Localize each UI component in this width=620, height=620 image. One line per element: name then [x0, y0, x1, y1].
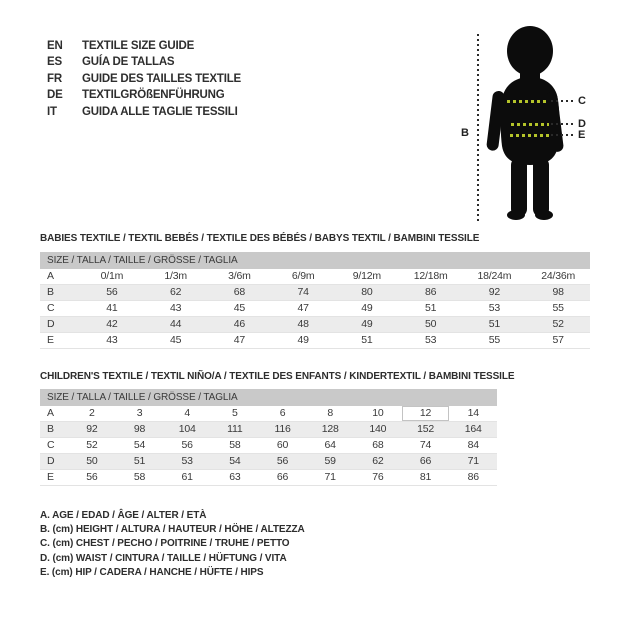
table-cell: 52 — [86, 439, 98, 451]
table-cell: 61 — [181, 471, 193, 483]
table-cell: 56 — [106, 286, 118, 298]
table-cell: 42 — [106, 318, 118, 330]
language-row — [47, 54, 241, 70]
table-cell: 116 — [274, 423, 291, 435]
table-row — [40, 333, 590, 349]
table-cell: 68 — [233, 286, 246, 298]
table-cell: 24/36m — [541, 270, 576, 282]
table-cell: 104 — [178, 423, 196, 435]
language-label: GUIDE DES TAILLES TEXTILE — [82, 72, 241, 85]
row-label: E — [47, 471, 54, 483]
table-cell: 111 — [227, 423, 243, 435]
table-cell: 8 — [327, 407, 334, 419]
table-cell: 6/9m — [291, 270, 315, 282]
language-code: IT — [47, 105, 57, 118]
table-cell: 66 — [276, 471, 289, 483]
table-cell: 164 — [464, 423, 482, 435]
chest-line-green — [507, 100, 549, 103]
table-cell: 47 — [297, 302, 309, 314]
table-cell: 51 — [361, 334, 373, 346]
children-size-header: SIZE / TALLA / TAILLE / GRÖSSE / TAGLIA — [40, 389, 497, 406]
table-cell: 3/6m — [228, 270, 251, 282]
figure-label-e: E — [578, 129, 586, 141]
legend-line-d: D. (cm) WAIST / CINTURA / TAILLE / HÜFTUNG / VITA — [40, 552, 287, 564]
table-cell: 71 — [324, 471, 336, 483]
row-label: B — [47, 423, 54, 435]
table-cell: 51 — [488, 318, 501, 330]
table-cell: 55 — [552, 302, 564, 314]
table-cell: 66 — [419, 455, 432, 467]
row-label: C — [47, 439, 55, 451]
table-cell: 45 — [233, 302, 246, 314]
table-cell: 14 — [467, 407, 479, 419]
babies-table-body — [40, 269, 590, 349]
table-cell: 12 — [402, 406, 450, 421]
legend-line-e: E. (cm) HIP / CADERA / HANCHE / HÜFTE / HIPS — [40, 566, 264, 578]
table-cell: 92 — [86, 423, 98, 435]
measurement-figure — [450, 15, 620, 230]
table-cell: 44 — [169, 318, 182, 330]
legend-line-c: C. (cm) CHEST / PECHO / POITRINE / TRUHE / PETTO — [40, 538, 290, 550]
language-label: GUIDA ALLE TAGLIE TESSILI — [82, 105, 238, 118]
table-cell: 60 — [276, 439, 289, 451]
table-cell: 52 — [552, 318, 564, 330]
table-cell: 81 — [419, 471, 432, 483]
hip-line-leader — [551, 134, 575, 136]
table-cell: 86 — [424, 286, 437, 298]
language-label: TEXTILGRÖßENFÜHRUNG — [82, 89, 225, 102]
language-code: ES — [47, 56, 62, 69]
language-row — [47, 38, 241, 54]
table-cell: 50 — [424, 318, 437, 330]
row-label: C — [47, 302, 55, 314]
table-cell: 56 — [86, 471, 98, 483]
language-row — [47, 71, 241, 87]
row-label: B — [47, 286, 54, 298]
table-cell: 55 — [488, 334, 501, 346]
table-cell: 128 — [321, 423, 339, 435]
table-cell: 18/24m — [477, 270, 512, 282]
table-cell: 53 — [488, 302, 501, 314]
table-cell: 47 — [233, 334, 246, 346]
table-cell: 4 — [184, 407, 190, 419]
table-cell: 86 — [467, 471, 479, 483]
table-row — [40, 269, 590, 285]
table-cell: 56 — [181, 439, 193, 451]
row-label: E — [47, 334, 54, 346]
row-label: A — [47, 407, 54, 419]
table-cell: 58 — [133, 471, 146, 483]
table-cell: 43 — [169, 302, 182, 314]
table-cell: 98 — [133, 423, 146, 435]
table-cell: 49 — [297, 334, 309, 346]
language-label: GUÍA DE TALLAS — [82, 56, 175, 69]
table-cell: 5 — [232, 407, 238, 419]
table-row — [40, 454, 497, 470]
table-cell: 80 — [361, 286, 373, 298]
table-cell: 98 — [552, 286, 564, 298]
table-row — [40, 301, 590, 317]
measurement-legend — [40, 509, 305, 580]
waist-line-leader — [551, 123, 575, 125]
table-cell: 51 — [133, 455, 146, 467]
table-cell: 76 — [372, 471, 384, 483]
language-code: EN — [47, 40, 63, 52]
table-cell: 62 — [169, 286, 182, 298]
table-row — [40, 317, 590, 333]
language-row — [47, 87, 241, 103]
figure-label-c: C — [578, 95, 586, 107]
language-label: TEXTILE SIZE GUIDE — [82, 40, 195, 52]
table-cell: 6 — [279, 407, 286, 419]
children-table-body — [40, 406, 497, 486]
babies-size-table — [40, 252, 590, 349]
table-cell: 56 — [276, 455, 289, 467]
row-label: D — [47, 318, 55, 330]
table-cell: 53 — [181, 455, 193, 467]
table-cell: 54 — [229, 455, 241, 467]
table-cell: 84 — [467, 439, 479, 451]
table-cell: 64 — [324, 439, 336, 451]
table-row — [40, 438, 497, 454]
table-cell: 46 — [233, 318, 246, 330]
table-cell: 0/1m — [100, 270, 124, 282]
table-cell: 62 — [372, 455, 384, 467]
babies-table-title: BABIES TEXTILE / TEXTIL BEBÉS / TEXTILE DES BÉBÉS / BABYS TEXTIL / BAMBINI TESSILE — [40, 233, 480, 244]
waist-line-green — [511, 123, 549, 126]
table-row — [40, 406, 497, 422]
table-cell: 51 — [424, 302, 437, 314]
table-cell: 43 — [106, 334, 118, 346]
language-list — [47, 38, 241, 120]
language-code: DE — [47, 89, 63, 102]
figure-label-b: B — [461, 127, 469, 139]
legend-line-b: B. (cm) HEIGHT / ALTURA / HAUTEUR / HÖHE / ALTEZZA — [40, 524, 305, 536]
table-cell: 68 — [372, 439, 384, 451]
table-cell: 71 — [467, 455, 479, 467]
table-cell: 45 — [169, 334, 182, 346]
row-label: A — [47, 270, 54, 282]
table-cell: 48 — [297, 318, 309, 330]
table-cell: 54 — [133, 439, 146, 451]
table-cell: 58 — [229, 439, 241, 451]
table-cell: 12/18m — [413, 270, 448, 282]
table-row — [40, 285, 590, 301]
table-cell: 10 — [372, 407, 384, 419]
table-cell: 57 — [552, 334, 564, 346]
children-table-title: CHILDREN'S TEXTILE / TEXTIL NIÑO/A / TEXTILE DES ENFANTS / KINDERTEXTIL / BAMBINI TESSILE — [40, 371, 515, 382]
table-cell: 49 — [361, 318, 373, 330]
table-cell: 59 — [324, 455, 336, 467]
legend-line-a: A. AGE / EDAD / ÂGE / ALTER / ETÀ — [40, 510, 207, 521]
table-cell: 74 — [419, 439, 432, 451]
table-cell: 50 — [86, 455, 98, 467]
language-code: FR — [47, 72, 62, 85]
table-cell: 9/12m — [352, 270, 381, 282]
babies-size-header: SIZE / TALLA / TAILLE / GRÖSSE / TAGLIA — [40, 252, 590, 269]
table-cell: 152 — [417, 423, 434, 435]
figure-label-d: D — [578, 118, 586, 130]
hip-line-green — [510, 134, 549, 137]
table-cell: 74 — [297, 286, 309, 298]
table-cell: 41 — [106, 302, 118, 314]
table-cell: 92 — [488, 286, 501, 298]
table-cell: 53 — [424, 334, 437, 346]
table-row — [40, 470, 497, 486]
table-cell: 1/3m — [164, 270, 187, 282]
table-cell: 63 — [229, 471, 241, 483]
height-line-b — [477, 34, 479, 222]
children-size-table — [40, 389, 497, 486]
language-row — [47, 104, 241, 120]
table-cell: 140 — [369, 423, 387, 435]
table-cell: 49 — [361, 302, 373, 314]
table-row — [40, 422, 497, 438]
row-label: D — [47, 455, 55, 467]
table-cell: 3 — [136, 407, 143, 419]
table-cell: 2 — [89, 407, 95, 419]
chest-line-leader — [551, 100, 575, 102]
